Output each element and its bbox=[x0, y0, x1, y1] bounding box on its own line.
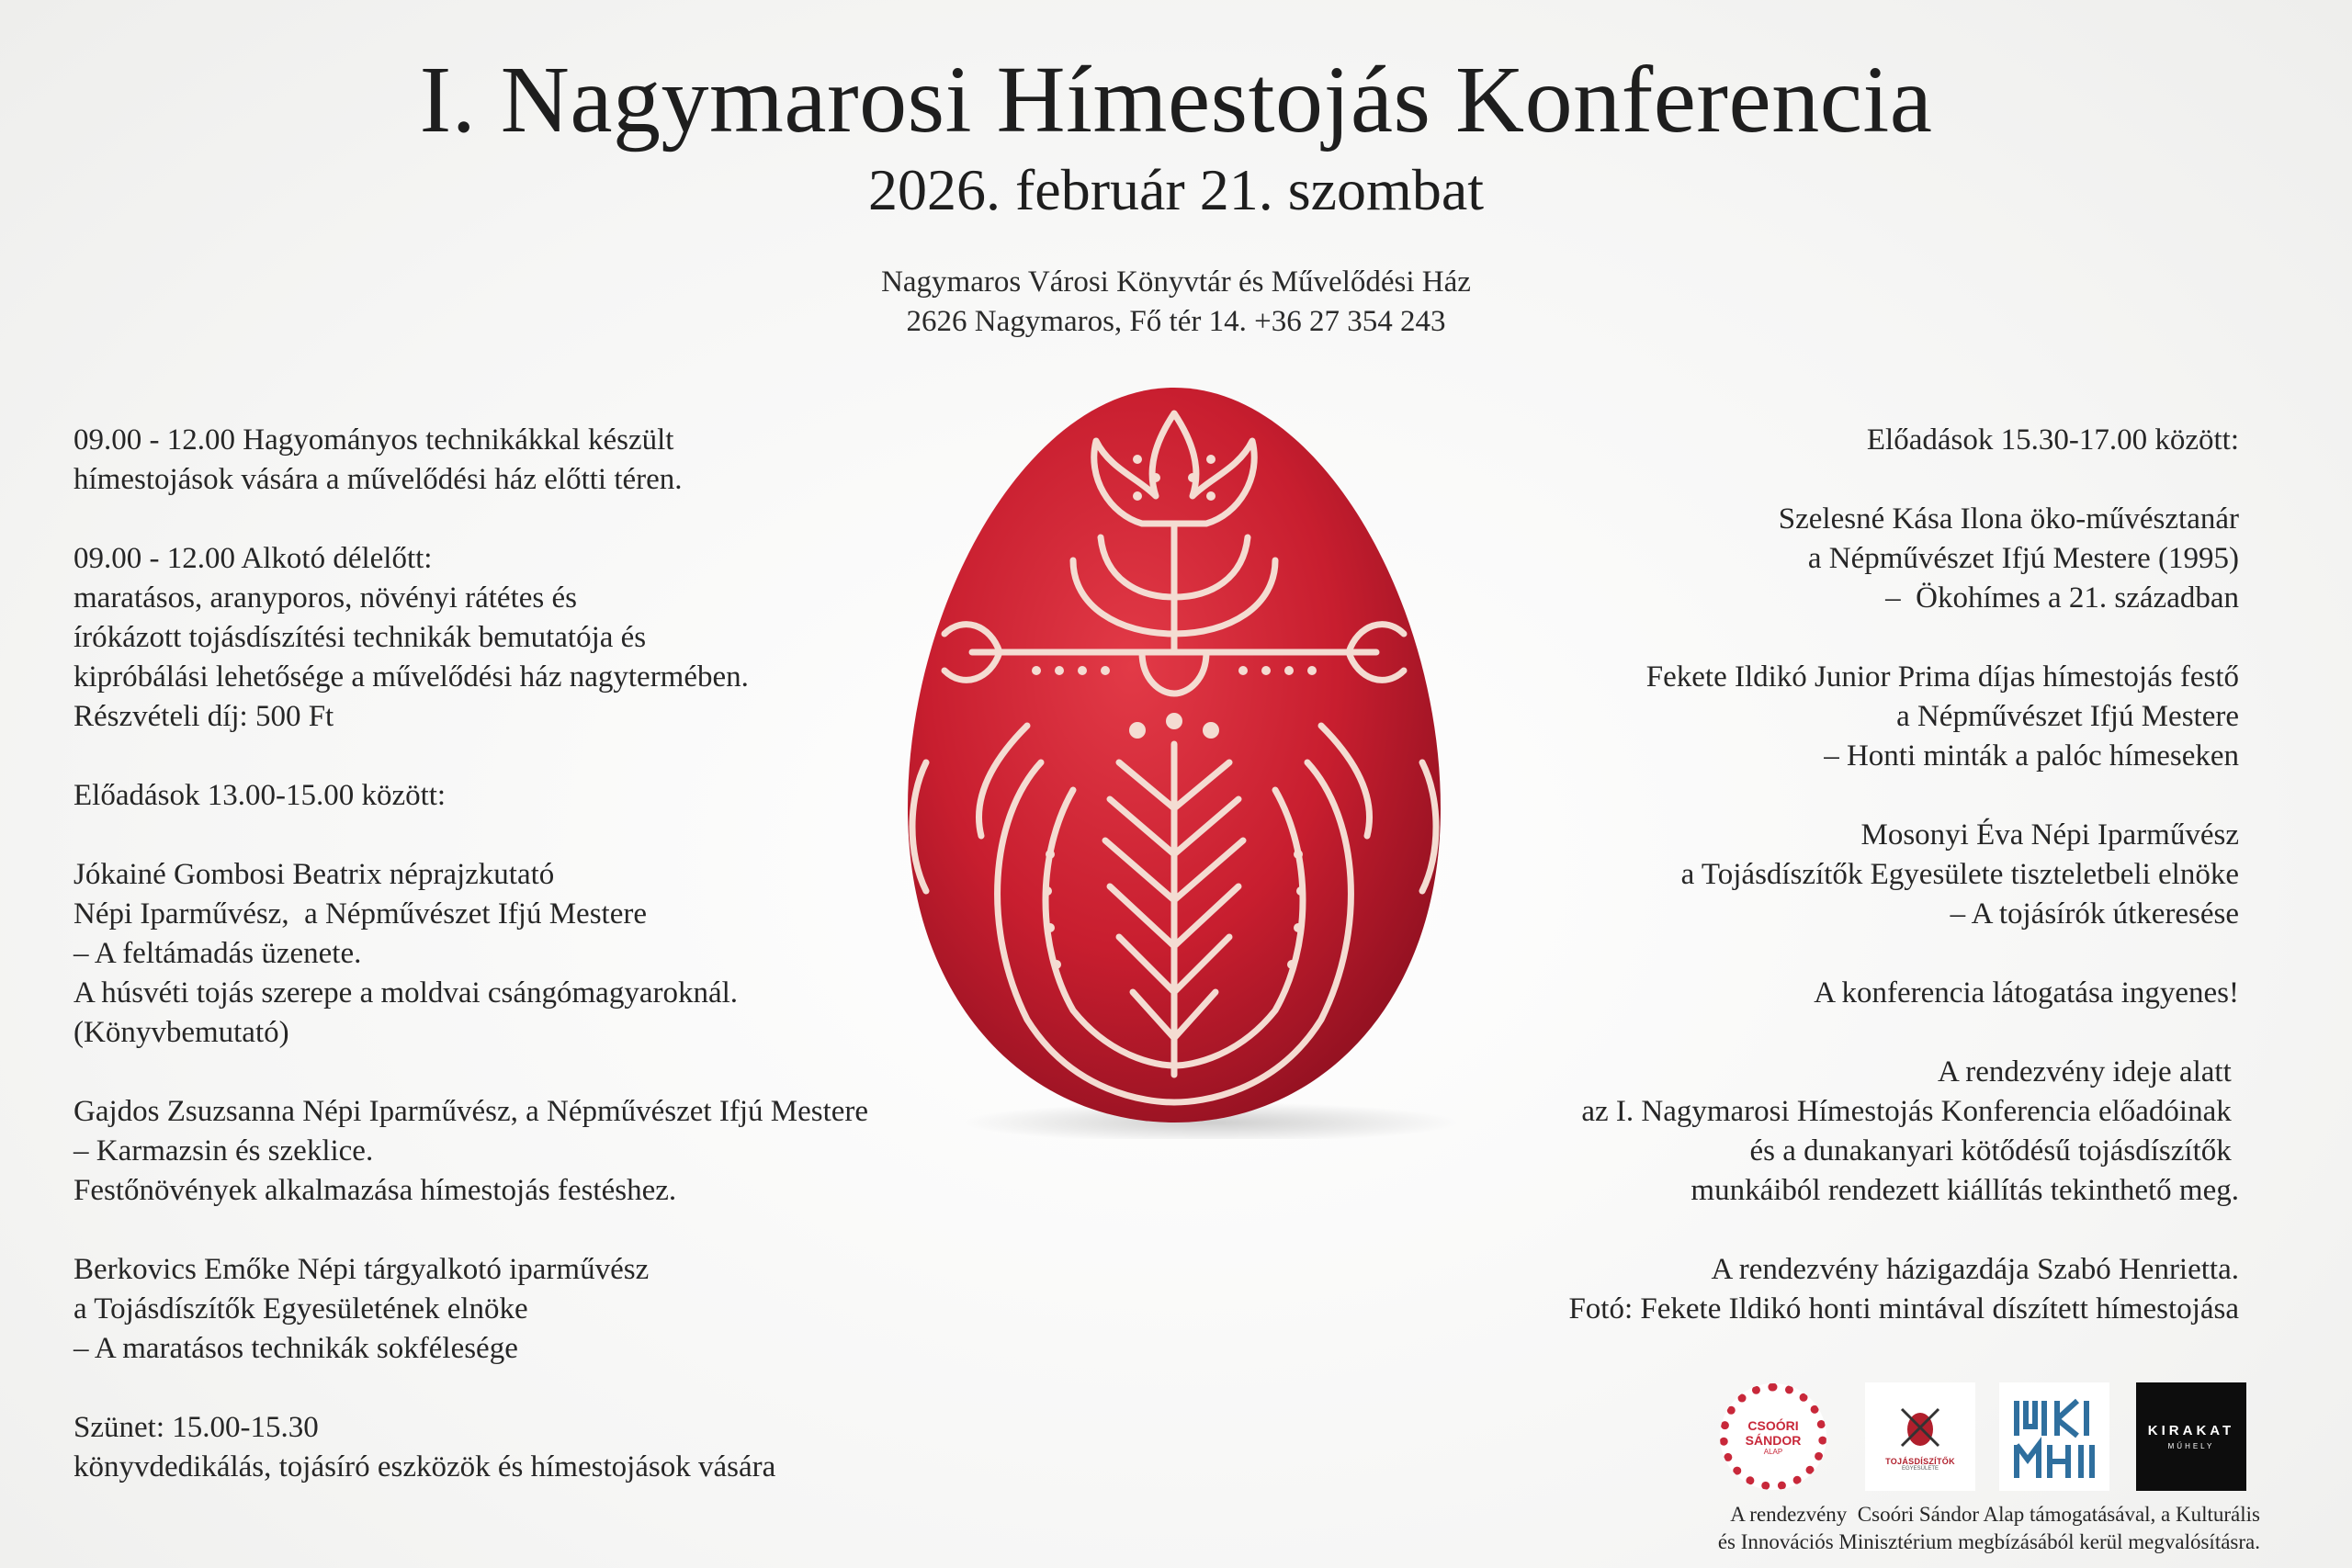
program-left-spacer bbox=[74, 1369, 974, 1408]
program-right-line: A konferencia látogatása ingyenes! bbox=[1814, 976, 2239, 1010]
program-left-line: Részvételi díj: 500 Ft bbox=[74, 700, 334, 733]
program-right-line: a Tojásdíszítők Egyesülete tiszteletbeli elnöke bbox=[1680, 858, 2239, 891]
support-line-1: A rendezvény Csoóri Sándor Alap támogatásával, a Kulturális bbox=[1730, 1503, 2260, 1526]
program-left-line: 09.00 - 12.00 Alkotó délelőtt: bbox=[74, 542, 433, 575]
program-left-line: Berkovics Emőke Népi tárgyalkotó iparművész bbox=[74, 1253, 650, 1286]
program-right-spacer bbox=[1412, 1013, 2239, 1053]
kirakat-logo-text: KIRAKAT bbox=[2147, 1423, 2235, 1438]
event-date: 2026. február 21. szombat bbox=[867, 157, 1485, 222]
program-left-line: Gajdos Zsuzsanna Népi Iparművész, a Népművészet Ifjú Mestere bbox=[74, 1095, 869, 1128]
decorated-egg-photo bbox=[889, 377, 1459, 1139]
program-left-line: Szünet: 15.00-15.30 bbox=[74, 1411, 319, 1444]
kirakat-logo-subtext: MŰHELY bbox=[2167, 1442, 2215, 1450]
program-right-line: Szelesné Kása Ilona öko-művésztanár bbox=[1778, 502, 2239, 536]
tojas-logo-text: TOJÁSDÍSZÍTŐK bbox=[1885, 1457, 1955, 1466]
csoori-logo-text-1: CSOÓRI bbox=[1747, 1417, 1799, 1433]
sponsor-logos bbox=[1718, 1382, 2251, 1493]
program-right-line: Fotó: Fekete Ildikó honti mintával díszített hímestojása bbox=[1568, 1292, 2239, 1325]
program-left-line: – Karmazsin és szeklice. bbox=[74, 1134, 374, 1168]
program-left-spacer bbox=[74, 500, 974, 539]
program-left-line: – A maratásos technikák sokfélesége bbox=[74, 1332, 518, 1365]
program-right-spacer bbox=[1412, 1211, 2239, 1250]
csoori-sandor-alap-logo bbox=[1718, 1382, 1828, 1491]
program-left-line: Jókainé Gombosi Beatrix néprajzkutató bbox=[74, 858, 555, 891]
program-left-spacer bbox=[74, 1211, 974, 1250]
program-right-line: Fekete Ildikó Junior Prima díjas hímestojás festő bbox=[1645, 660, 2239, 694]
program-right-line: Mosonyi Éva Népi Iparművész bbox=[1860, 818, 2239, 852]
ministry-logo bbox=[1999, 1382, 2109, 1491]
program-left-line: a Tojásdíszítők Egyesületének elnöke bbox=[74, 1292, 528, 1325]
ministry-mark-icon bbox=[2004, 1386, 2105, 1487]
program-left-spacer bbox=[74, 816, 974, 855]
tojasdiszitok-egyesulete-logo bbox=[1865, 1382, 1975, 1491]
program-right-line: az I. Nagymarosi Hímestojás Konferencia előadóinak bbox=[1581, 1095, 2239, 1128]
program-left-line: írókázott tojásdíszítési technikák bemutatója és bbox=[74, 621, 647, 654]
program-left-line: – A feltámadás üzenete. bbox=[74, 937, 362, 970]
program-right-spacer bbox=[1412, 460, 2239, 500]
program-left-line: Festőnövények alkalmazása hímestojás festéshez. bbox=[74, 1174, 677, 1207]
program-left-line: maratásos, aranyporos, növényi rátétes és bbox=[74, 581, 577, 615]
venue-address: 2626 Nagymaros, Fő tér 14. +36 27 354 243 bbox=[906, 305, 1446, 338]
program-right-line: a Népművészet Ifjú Mestere bbox=[1896, 700, 2239, 733]
program-right-spacer bbox=[1412, 618, 2239, 658]
program-left-line: (Könyvbemutató) bbox=[74, 1016, 289, 1049]
program-left-column bbox=[74, 421, 974, 1487]
program-right-line: A rendezvény ideje alatt bbox=[1937, 1055, 2239, 1089]
program-right-spacer bbox=[1412, 934, 2239, 974]
venue-info bbox=[0, 263, 2352, 342]
program-left-spacer bbox=[74, 1053, 974, 1092]
program-right-line: – A tojásírók útkeresése bbox=[1950, 897, 2239, 931]
program-left-line: kipróbálási lehetősége a művelődési ház nagytermében. bbox=[74, 660, 749, 694]
program-right-line: – Honti minták a palóc hímeseken bbox=[1824, 739, 2239, 773]
program-right-line: a Népművészet Ifjú Mestere (1995) bbox=[1807, 542, 2239, 575]
program-left-line: A húsvéti tojás szerepe a moldvai csángómagyaroknál. bbox=[74, 976, 739, 1010]
program-left-line: könyvdedikálás, tojásíró eszközök és hímestojások vására bbox=[74, 1450, 776, 1483]
venue-name: Nagymaros Városi Könyvtár és Művelődési Ház bbox=[881, 265, 1471, 299]
program-left-line: Népi Iparművész, a Népművészet Ifjú Mestere bbox=[74, 897, 648, 931]
csoori-logo-text-2: SÁNDOR bbox=[1745, 1432, 1802, 1448]
page-title: I. Nagymarosi Hímestojás Konferencia bbox=[419, 47, 1933, 152]
egg-brush-icon bbox=[1894, 1402, 1946, 1453]
tojas-logo-subtext: EGYESÜLETE bbox=[1901, 1466, 1939, 1472]
program-right-spacer bbox=[1412, 776, 2239, 816]
program-right-line: és a dunakanyari kötődésű tojásdíszítők bbox=[1749, 1134, 2239, 1168]
support-statement bbox=[1617, 1501, 2260, 1556]
program-left-spacer bbox=[74, 737, 974, 776]
program-right-column bbox=[1412, 421, 2239, 1329]
program-right-line: Előadások 15.30-17.00 között: bbox=[1866, 423, 2239, 457]
program-right-line: munkáiból rendezett kiállítás tekinthető meg. bbox=[1690, 1174, 2239, 1207]
support-line-2: és Innovációs Minisztérium megbízásából kerül megvalósításra. bbox=[1717, 1530, 2260, 1553]
program-left-line: 09.00 - 12.00 Hagyományos technikákkal készült bbox=[74, 423, 674, 457]
csoori-logo-text-3: ALAP bbox=[1763, 1447, 1783, 1456]
program-left-line: Előadások 13.00-15.00 között: bbox=[74, 779, 447, 812]
kirakat-muhely-logo bbox=[2136, 1382, 2246, 1491]
program-right-line: – Ökohímes a 21. században bbox=[1885, 581, 2239, 615]
program-left-line: hímestojások vására a művelődési ház előtti téren. bbox=[74, 463, 683, 496]
program-right-line: A rendezvény házigazdája Szabó Henrietta. bbox=[1711, 1253, 2239, 1286]
